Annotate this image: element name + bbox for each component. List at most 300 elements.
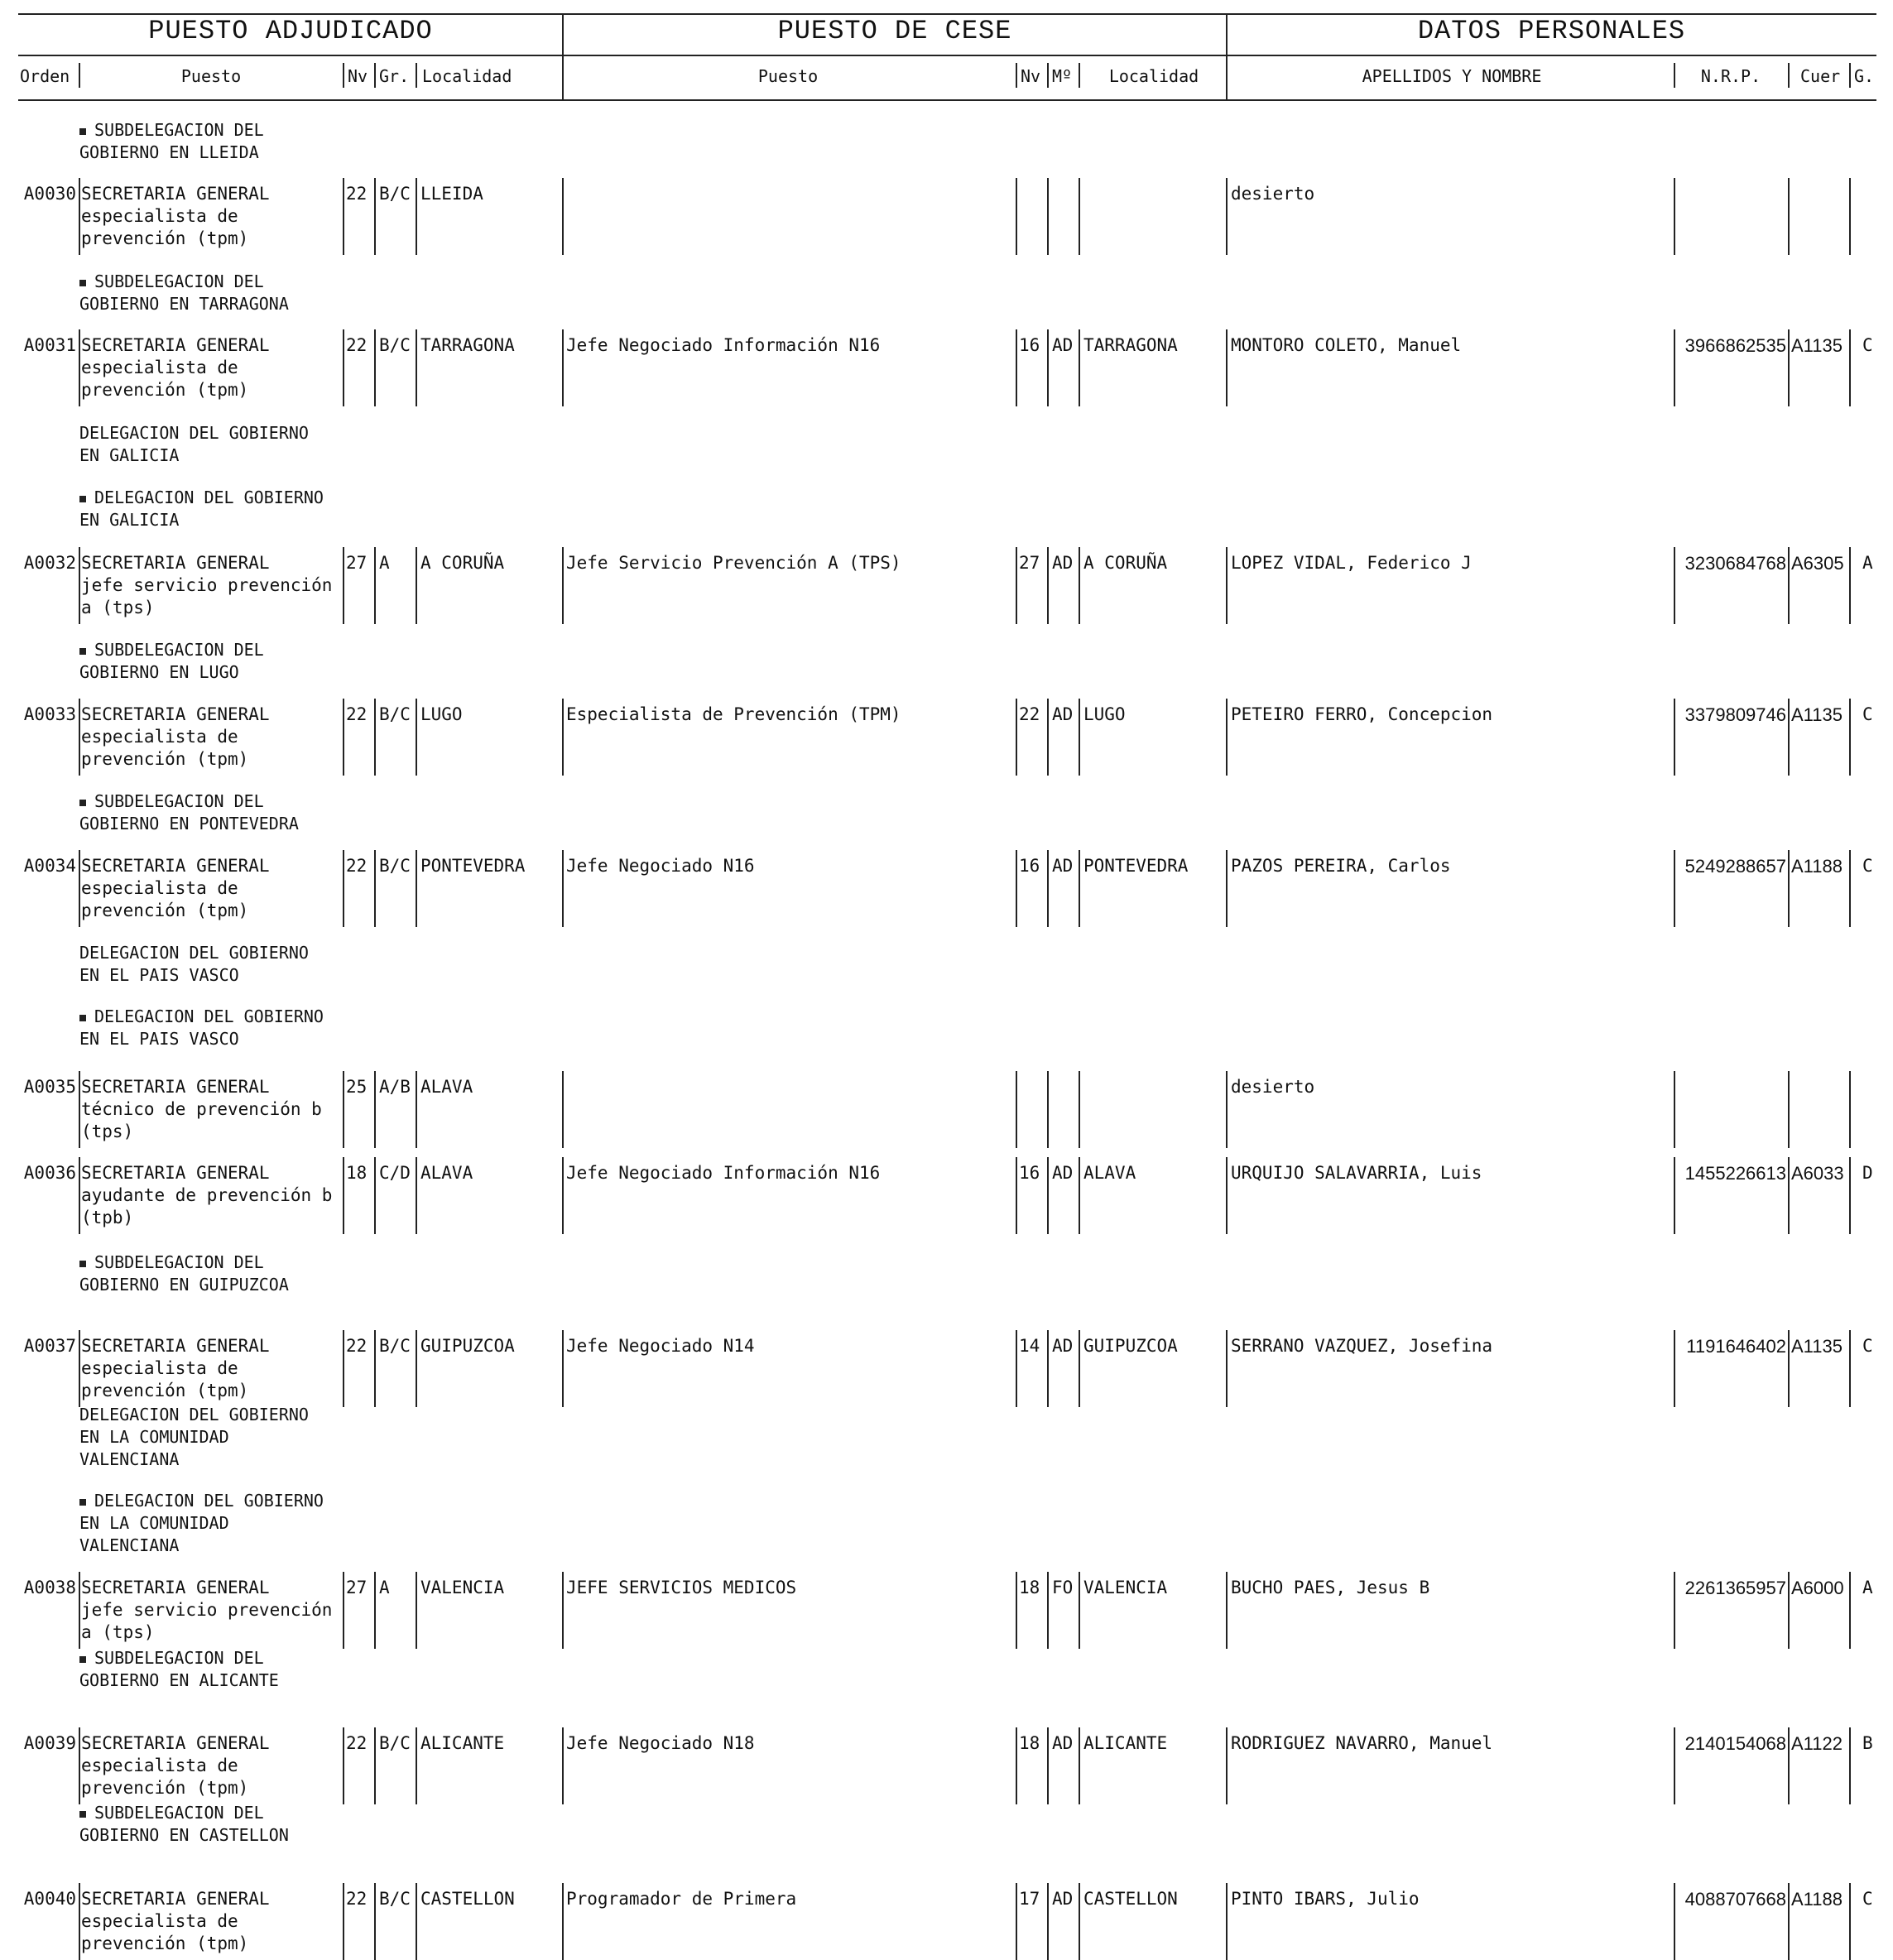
group-heading-line [79, 1426, 309, 1448]
row-separator [374, 699, 376, 776]
row-puesto-cese: Jefe Servicio Prevención A (TPS) [566, 553, 901, 573]
row-separator [374, 329, 376, 406]
row-puesto-cese: Jefe Negociado N16 [566, 856, 755, 876]
row-separator [416, 1883, 417, 1960]
row-separator [79, 329, 80, 406]
row-separator [416, 547, 417, 624]
group-heading-line [79, 1028, 324, 1050]
row-separator [1226, 1330, 1228, 1407]
row-separator [1849, 1330, 1851, 1407]
group-heading-text: DELEGACION DEL GOBIERNO [79, 423, 309, 443]
row-apellidos-nombre: SERRANO VAZQUEZ, Josefina [1231, 1336, 1493, 1356]
bullet-icon [79, 800, 86, 806]
row-separator [416, 699, 417, 776]
row-orden: A0032 [23, 553, 76, 573]
row-nrp: 3230684768 [1684, 553, 1786, 574]
group-heading-text: EN GALICIA [79, 510, 180, 530]
row-apellidos-nombre: BUCHO PAES, Jesus B [1231, 1578, 1430, 1597]
group-heading [79, 1404, 309, 1471]
row-cuerpo: A1188 [1791, 1889, 1843, 1910]
group-heading-line [79, 1448, 309, 1471]
group-heading-text: GOBIERNO EN PONTEVEDRA [79, 814, 299, 833]
row-separator [79, 1330, 80, 1407]
puesto-line: (tpb) [81, 1208, 134, 1227]
puesto-line: jefe servicio prevención [81, 1600, 333, 1620]
row-localidad: LUGO [420, 704, 463, 724]
row-separator [1079, 1883, 1080, 1960]
row-nivel: 18 [346, 1163, 368, 1183]
row-separator [562, 850, 564, 927]
row-localidad: ALICANTE [420, 1733, 505, 1753]
group-heading-line [79, 1490, 324, 1512]
row-orden: A0039 [23, 1733, 76, 1753]
subgroup-heading [79, 1802, 289, 1847]
row-separator [1788, 547, 1790, 624]
row-separator [1849, 547, 1851, 624]
row-localidad-cese: PONTEVEDRA [1083, 856, 1189, 876]
row-separator [1079, 329, 1080, 406]
row-puesto-adjudicado [81, 183, 344, 250]
puesto-line: SECRETARIA GENERAL [81, 704, 270, 724]
row-separator [1788, 1572, 1790, 1649]
row-separator [562, 329, 564, 406]
col-localidad-cese: Localidad [1108, 66, 1199, 86]
group-heading-text: GOBIERNO EN TARRAGONA [79, 294, 289, 314]
group-heading-text: GOBIERNO EN LUGO [79, 662, 239, 682]
group-heading-text: SUBDELEGACION DEL [94, 791, 264, 811]
row-grupo: B/C [379, 856, 411, 876]
puesto-line: (tps) [81, 1122, 134, 1141]
row-puesto-adjudicado [81, 1335, 344, 1402]
col-gr: Gr. [379, 66, 410, 86]
puesto-line: prevención (tpm) [81, 749, 249, 769]
row-separator [374, 178, 376, 255]
subgroup-heading [79, 639, 264, 684]
row-separator [1788, 1330, 1790, 1407]
row-separator [1079, 1157, 1080, 1234]
row-localidad-cese: A CORUÑA [1083, 553, 1168, 573]
header-bottom-rule [18, 99, 1876, 101]
col-separator [1016, 63, 1017, 88]
row-localidad-cese: GUIPUZCOA [1083, 1336, 1178, 1356]
col-nv-cese: Nv [1021, 66, 1041, 86]
row-localidad: ALAVA [420, 1077, 473, 1097]
col-mo: Mº [1052, 66, 1073, 86]
row-separator [1226, 1572, 1228, 1649]
section-puesto-adjudicado: PUESTO ADJUDICADO [148, 16, 433, 46]
row-separator [416, 1157, 417, 1234]
group-heading-line [79, 1535, 324, 1557]
group-heading-line [79, 813, 299, 835]
row-separator [1849, 178, 1851, 255]
row-nivel-cese: 16 [1019, 1163, 1040, 1183]
group-heading-text: EN EL PAIS VASCO [79, 965, 239, 985]
group-heading-line [79, 1006, 324, 1028]
row-nrp: 1455226613 [1684, 1163, 1786, 1184]
row-separator [374, 1071, 376, 1148]
row-separator [1047, 1572, 1049, 1649]
row-separator [562, 1883, 564, 1960]
row-separator [562, 1071, 564, 1148]
row-ministerio: AD [1052, 553, 1074, 573]
puesto-line: SECRETARIA GENERAL [81, 335, 270, 355]
row-separator [1016, 1330, 1017, 1407]
puesto-line: SECRETARIA GENERAL [81, 553, 270, 573]
row-nrp: 3966862535 [1684, 335, 1786, 356]
puesto-line: jefe servicio prevención [81, 575, 333, 595]
row-separator [374, 1572, 376, 1649]
row-grupo: A [379, 553, 390, 573]
row-localidad-cese: LUGO [1083, 704, 1126, 724]
puesto-line: especialista de [81, 206, 238, 226]
row-localidad: GUIPUZCOA [420, 1336, 515, 1356]
row-grupo: C/D [379, 1163, 411, 1183]
puesto-line: especialista de [81, 1358, 238, 1378]
row-grupo-personal: B [1862, 1733, 1873, 1753]
row-grupo: A/B [379, 1077, 411, 1097]
group-heading-line [79, 1669, 279, 1692]
row-separator [79, 850, 80, 927]
group-heading-text: DELEGACION DEL GOBIERNO [79, 943, 309, 963]
puesto-line: prevención (tpm) [81, 1778, 249, 1798]
header-rule [18, 55, 1876, 56]
row-separator [1226, 1071, 1228, 1148]
row-separator [416, 329, 417, 406]
row-grupo-personal: D [1862, 1163, 1873, 1183]
puesto-line: prevención (tpm) [81, 228, 249, 248]
row-separator [1079, 1727, 1080, 1804]
row-orden: A0037 [23, 1336, 76, 1356]
row-separator [416, 1071, 417, 1148]
row-ministerio: AD [1052, 1733, 1074, 1753]
row-ministerio: AD [1052, 1889, 1074, 1909]
row-nrp: 2140154068 [1684, 1733, 1786, 1754]
row-nivel: 27 [346, 1578, 368, 1597]
row-separator [1047, 178, 1049, 255]
row-localidad: TARRAGONA [420, 335, 515, 355]
puesto-line: SECRETARIA GENERAL [81, 1336, 270, 1356]
row-apellidos-nombre: RODRIGUEZ NAVARRO, Manuel [1231, 1733, 1493, 1753]
group-heading-text: SUBDELEGACION DEL [94, 120, 264, 140]
row-separator [374, 547, 376, 624]
row-separator [1849, 1727, 1851, 1804]
group-heading-line [79, 639, 264, 661]
row-cuerpo: A1135 [1791, 1336, 1843, 1357]
row-separator [1016, 850, 1017, 927]
row-puesto-cese: Jefe Negociado Información N16 [566, 1163, 881, 1183]
group-heading-line [79, 271, 289, 293]
row-cuerpo: A6305 [1791, 553, 1844, 574]
row-separator [1079, 1071, 1080, 1148]
row-separator [562, 1572, 564, 1649]
row-cuerpo: A1135 [1791, 335, 1843, 356]
row-puesto-adjudicado [81, 552, 344, 619]
row-separator [1079, 699, 1080, 776]
col-cuer: Cuer [1800, 66, 1841, 86]
row-separator [1226, 1883, 1228, 1960]
row-cuerpo: A1122 [1791, 1733, 1843, 1754]
subgroup-heading [79, 271, 289, 315]
group-heading-line [79, 509, 324, 531]
row-separator [1226, 1157, 1228, 1234]
row-separator [1849, 1157, 1851, 1234]
puesto-line: SECRETARIA GENERAL [81, 1077, 270, 1097]
row-separator [1849, 850, 1851, 927]
row-puesto-adjudicado [81, 1888, 344, 1955]
row-ministerio: AD [1052, 1163, 1074, 1183]
section-puesto-de-cese: PUESTO DE CESE [777, 16, 1012, 46]
col-localidad-adjudicado: Localidad [422, 66, 512, 86]
row-separator [374, 850, 376, 927]
row-separator [1079, 850, 1080, 927]
group-heading-line [79, 964, 309, 987]
row-separator [1226, 547, 1228, 624]
row-separator [1788, 850, 1790, 927]
row-apellidos-nombre: PINTO IBARS, Julio [1231, 1889, 1420, 1909]
row-grupo-personal: C [1862, 1889, 1873, 1909]
row-separator [79, 547, 80, 624]
bullet-icon [79, 280, 86, 286]
group-heading-line [79, 1802, 289, 1824]
puesto-line: SECRETARIA GENERAL [81, 1889, 270, 1909]
row-nivel: 22 [346, 856, 368, 876]
row-separator [1674, 178, 1675, 255]
bullet-icon [79, 496, 86, 502]
row-nivel-cese: 17 [1019, 1889, 1040, 1909]
row-localidad-cese: ALAVA [1083, 1163, 1136, 1183]
row-nivel-cese: 14 [1019, 1336, 1040, 1356]
row-orden: A0038 [23, 1578, 76, 1597]
row-grupo: B/C [379, 1733, 411, 1753]
group-heading-line [79, 790, 299, 813]
row-separator [1016, 1572, 1017, 1649]
col-g: G. [1854, 66, 1875, 86]
row-localidad-cese: ALICANTE [1083, 1733, 1168, 1753]
row-separator [1788, 1071, 1790, 1148]
row-puesto-adjudicado [81, 1732, 344, 1799]
group-heading-text: SUBDELEGACION DEL [94, 1252, 264, 1272]
row-nivel-cese: 18 [1019, 1733, 1040, 1753]
row-nrp: 4088707668 [1684, 1889, 1786, 1910]
puesto-line: prevención (tpm) [81, 1934, 249, 1953]
col-nv: Nv [348, 66, 368, 86]
row-separator [1079, 1330, 1080, 1407]
col-separator [374, 63, 376, 88]
group-heading-line [79, 1824, 289, 1847]
row-separator [1047, 329, 1049, 406]
row-separator [1016, 1883, 1017, 1960]
row-nivel-cese: 16 [1019, 856, 1040, 876]
group-heading-text: DELEGACION DEL GOBIERNO [94, 488, 324, 507]
subgroup-heading [79, 790, 299, 835]
row-localidad: ALAVA [420, 1163, 473, 1183]
puesto-line: SECRETARIA GENERAL [81, 1163, 270, 1183]
row-separator [1849, 1883, 1851, 1960]
row-separator [1674, 1071, 1675, 1148]
row-separator [562, 699, 564, 776]
row-nrp: 5249288657 [1684, 856, 1786, 877]
group-heading-text: EN GALICIA [79, 445, 180, 465]
row-separator [562, 1727, 564, 1804]
row-localidad-cese: CASTELLON [1083, 1889, 1178, 1909]
row-separator [1047, 547, 1049, 624]
row-separator [1047, 850, 1049, 927]
bullet-icon [79, 648, 86, 655]
col-puesto-cese: Puesto [757, 66, 819, 86]
row-separator [374, 1883, 376, 1960]
row-separator [1788, 178, 1790, 255]
row-separator [1016, 1727, 1017, 1804]
puesto-line: especialista de [81, 1911, 238, 1931]
row-puesto-cese: Jefe Negociado Información N16 [566, 335, 881, 355]
col-nrp: N.R.P. [1700, 66, 1761, 86]
row-orden: A0030 [23, 184, 76, 204]
row-orden: A0040 [23, 1889, 76, 1909]
group-heading-line [79, 1647, 279, 1669]
row-grupo: B/C [379, 335, 411, 355]
puesto-line: prevención (tpm) [81, 1381, 249, 1400]
row-localidad: LLEIDA [420, 184, 483, 204]
row-separator [562, 178, 564, 255]
row-separator [1047, 1330, 1049, 1407]
puesto-line: especialista de [81, 1756, 238, 1775]
row-localidad: CASTELLON [420, 1889, 515, 1909]
puesto-line: prevención (tpm) [81, 380, 249, 400]
row-ministerio: AD [1052, 335, 1074, 355]
group-heading-text: DELEGACION DEL GOBIERNO [94, 1491, 324, 1511]
row-nivel-cese: 16 [1019, 335, 1040, 355]
row-nivel: 22 [346, 1733, 368, 1753]
row-puesto-adjudicado [81, 1577, 344, 1644]
row-separator [1788, 1727, 1790, 1804]
bullet-icon [79, 1261, 86, 1267]
puesto-line: SECRETARIA GENERAL [81, 184, 270, 204]
row-separator [79, 1727, 80, 1804]
row-separator [416, 1572, 417, 1649]
row-nivel-cese: 27 [1019, 553, 1040, 573]
row-apellidos-nombre: PAZOS PEREIRA, Carlos [1231, 856, 1451, 876]
row-grupo-personal: A [1862, 1578, 1873, 1597]
row-ministerio: AD [1052, 704, 1074, 724]
row-separator [1849, 1071, 1851, 1148]
row-puesto-cese: JEFE SERVICIOS MEDICOS [566, 1578, 797, 1597]
group-heading-text: DELEGACION DEL GOBIERNO [94, 1006, 324, 1026]
row-nivel: 22 [346, 1336, 368, 1356]
section-datos-personales: DATOS PERSONALES [1417, 16, 1686, 46]
row-grupo-personal: A [1862, 553, 1873, 573]
row-separator [1849, 1572, 1851, 1649]
puesto-line: a (tps) [81, 1622, 155, 1642]
subgroup-heading [79, 119, 264, 164]
row-ministerio: AD [1052, 856, 1074, 876]
row-localidad: A CORUÑA [420, 553, 505, 573]
row-grupo: B/C [379, 704, 411, 724]
group-heading-line [79, 487, 324, 509]
row-separator [79, 178, 80, 255]
group-heading-line [79, 119, 264, 142]
row-separator [1016, 178, 1017, 255]
subgroup-heading [79, 1006, 324, 1050]
bullet-icon [79, 1811, 86, 1818]
group-heading-line [79, 142, 264, 164]
col-separator [343, 63, 344, 88]
row-separator [1788, 1157, 1790, 1234]
group-heading-text: DELEGACION DEL GOBIERNO [79, 1405, 309, 1424]
puesto-line: SECRETARIA GENERAL [81, 1733, 270, 1753]
row-puesto-adjudicado [81, 334, 344, 401]
row-separator [416, 850, 417, 927]
row-orden: A0033 [23, 704, 76, 724]
row-separator [1016, 547, 1017, 624]
group-heading-line [79, 293, 289, 315]
row-separator [79, 699, 80, 776]
puesto-line: especialista de [81, 878, 238, 898]
row-puesto-cese: Jefe Negociado N18 [566, 1733, 755, 1753]
group-heading-text: EN LA COMUNIDAD [79, 1513, 229, 1533]
row-separator [1788, 699, 1790, 776]
row-separator [1079, 547, 1080, 624]
row-separator [1788, 1883, 1790, 1960]
row-cuerpo: A6000 [1791, 1578, 1844, 1598]
row-separator [1226, 699, 1228, 776]
row-nivel: 25 [346, 1077, 368, 1097]
row-orden: A0036 [23, 1163, 76, 1183]
row-localidad-cese: TARRAGONA [1083, 335, 1178, 355]
row-separator [1226, 1727, 1228, 1804]
row-nivel: 22 [346, 335, 368, 355]
row-grupo-personal: C [1862, 335, 1873, 355]
row-grupo-personal: C [1862, 1336, 1873, 1356]
row-separator [416, 178, 417, 255]
row-separator [562, 547, 564, 624]
row-cuerpo: A1188 [1791, 856, 1843, 877]
row-separator [1016, 1157, 1017, 1234]
group-heading-text: SUBDELEGACION DEL [94, 271, 264, 291]
subgroup-heading [79, 1251, 289, 1296]
row-nrp: 3379809746 [1684, 704, 1786, 725]
row-grupo: B/C [379, 1889, 411, 1909]
row-localidad: PONTEVEDRA [420, 856, 526, 876]
group-heading-line [79, 1251, 289, 1274]
puesto-line: a (tps) [81, 598, 155, 617]
puesto-line: SECRETARIA GENERAL [81, 856, 270, 876]
puesto-line: ayudante de prevención b [81, 1185, 333, 1205]
row-apellidos-nombre: URQUIJO SALAVARRIA, Luis [1231, 1163, 1482, 1183]
row-puesto-adjudicado [81, 855, 344, 922]
row-puesto-cese: Especialista de Prevención (TPM) [566, 704, 901, 724]
row-separator [416, 1330, 417, 1407]
row-separator [1047, 1727, 1049, 1804]
group-heading-text: GOBIERNO EN CASTELLON [79, 1825, 289, 1845]
group-heading-line [79, 1512, 324, 1535]
row-separator [1016, 1071, 1017, 1148]
row-cuerpo: A6033 [1791, 1163, 1844, 1184]
group-heading-line [79, 942, 309, 964]
col-separator [1079, 63, 1080, 88]
group-heading-line [79, 444, 309, 467]
row-ministerio: FO [1052, 1578, 1074, 1597]
group-heading-line [79, 1404, 309, 1426]
puesto-line: prevención (tpm) [81, 901, 249, 920]
row-separator [374, 1330, 376, 1407]
row-separator [79, 1883, 80, 1960]
row-grupo-personal: C [1862, 704, 1873, 724]
row-puesto-adjudicado [81, 704, 344, 771]
row-localidad-cese: VALENCIA [1083, 1578, 1168, 1597]
row-separator [1047, 1157, 1049, 1234]
group-heading-line [79, 422, 309, 444]
puesto-line: especialista de [81, 358, 238, 377]
